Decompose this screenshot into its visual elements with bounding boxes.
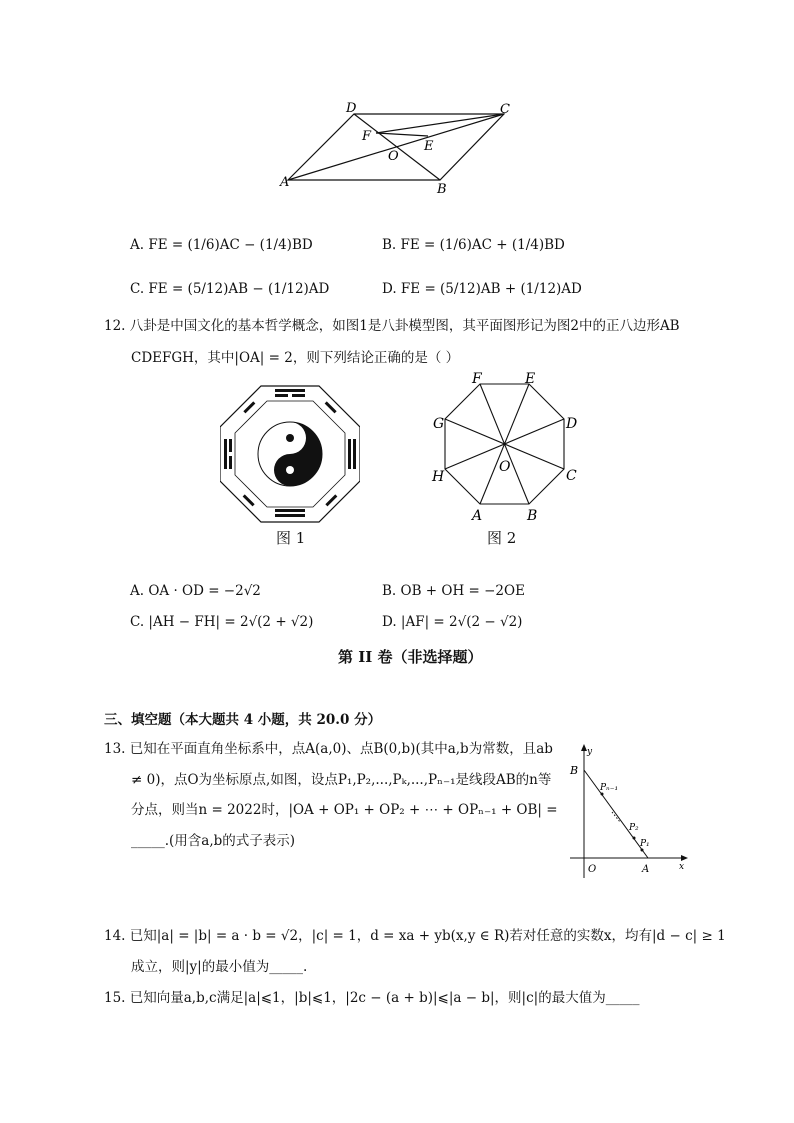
q13-label-O: O [588,864,597,875]
q13-label-P1: P₁ [640,839,650,849]
q12-label-G: G [433,416,445,432]
q13-line1: 13. 已知在平面直角坐标系中，点A(a,0)、点B(0,b)(其中a,b为常数，且ab [104,741,553,757]
q12-fig1-caption: 图 1 [276,529,306,547]
q13-label-A: A [642,864,650,875]
q12-label-F: F [472,372,482,387]
q11-option-b[interactable]: B. FE = (1/6)AC + (1/4)BD [382,237,565,253]
q13-line2: ≠ 0)，点O为坐标原点,如图，设点P₁,P₂,...,Pₖ,...,Pₙ₋₁是线段AB的n等 [131,772,552,788]
q14-line1: 14. 已知|a| = |b| = a · b = √2，|c| = 1，d = xa + yb(x,y ∈ R)若对任意的实数x，均有|d − c| ≥ 1 [104,928,726,944]
q12-label-D: D [566,416,578,432]
q11-label-F: F [362,129,372,144]
q12-label-O: O [499,459,511,475]
q13-label-y: y [587,747,593,757]
q12-option-c[interactable]: C. |AH − FH| = 2√(2 + √2) [130,614,314,630]
q13-label-P2: P₂ [629,823,639,833]
q11-label-E: E [424,139,434,154]
part2-title: 第 II 卷（非选择题） [338,648,483,666]
q12-option-a[interactable]: A. OA · OD = −2√2 [130,583,261,599]
q12-label-C: C [566,468,577,484]
q11-label-B: B [437,182,447,197]
q13-label-Pn1: Pₙ₋₁ [600,783,619,793]
q12-fig2-caption: 图 2 [487,529,517,547]
q11-option-c[interactable]: C. FE = (5/12)AB − (1/12)AD [130,281,330,297]
q13-label-B: B [570,764,579,777]
q12-label-B: B [527,508,538,524]
q12-label-A: A [472,508,483,524]
q11-parallelogram-figure [276,98,516,198]
q11-label-C: C [500,102,510,117]
q12-label-E: E [525,372,536,387]
q12-octagon-figure [426,372,586,532]
q11-option-a[interactable]: A. FE = (1/6)AC − (1/4)BD [130,237,313,253]
q12-label-H: H [432,469,445,485]
section3-heading: 三、填空题（本大题共 4 小题，共 20.0 分） [104,712,382,728]
q13-line4: _____.(用含a,b的式子表示) [131,833,296,849]
q12-option-d[interactable]: D. |AF| = 2√(2 − √2) [382,614,523,630]
q15-line1: 15. 已知向量a,b,c满足|a|⩽1，|b|⩽1，|2c − (a + b)|⩽|a − b|，则|c|的最大值为_____ [104,990,640,1006]
q12-stem-line1: 12. 八卦是中国文化的基本哲学概念，如图1是八卦模型图，其平面图形记为图2中的正八边形AB [104,318,680,334]
q11-label-O: O [388,149,399,164]
q12-stem-line2: CDEFGH，其中|OA| = 2，则下列结论正确的是（ ） [131,350,460,366]
q14-line2: 成立，则|y|的最小值为_____. [131,959,308,975]
q11-label-A: A [280,175,290,190]
q12-option-b[interactable]: B. OB + OH = −2OE [382,583,525,599]
q13-coordinate-figure [562,742,692,882]
q13-line3: 分点，则当n = 2022时，|OA + OP₁ + OP₂ + ⋯ + OPₙ₋₁ + OB| = [131,802,558,818]
q11-label-D: D [346,101,357,116]
q11-option-d[interactable]: D. FE = (5/12)AB + (1/12)AD [382,281,582,297]
q12-bagua-figure [220,384,360,524]
q13-label-x: x [679,862,685,872]
